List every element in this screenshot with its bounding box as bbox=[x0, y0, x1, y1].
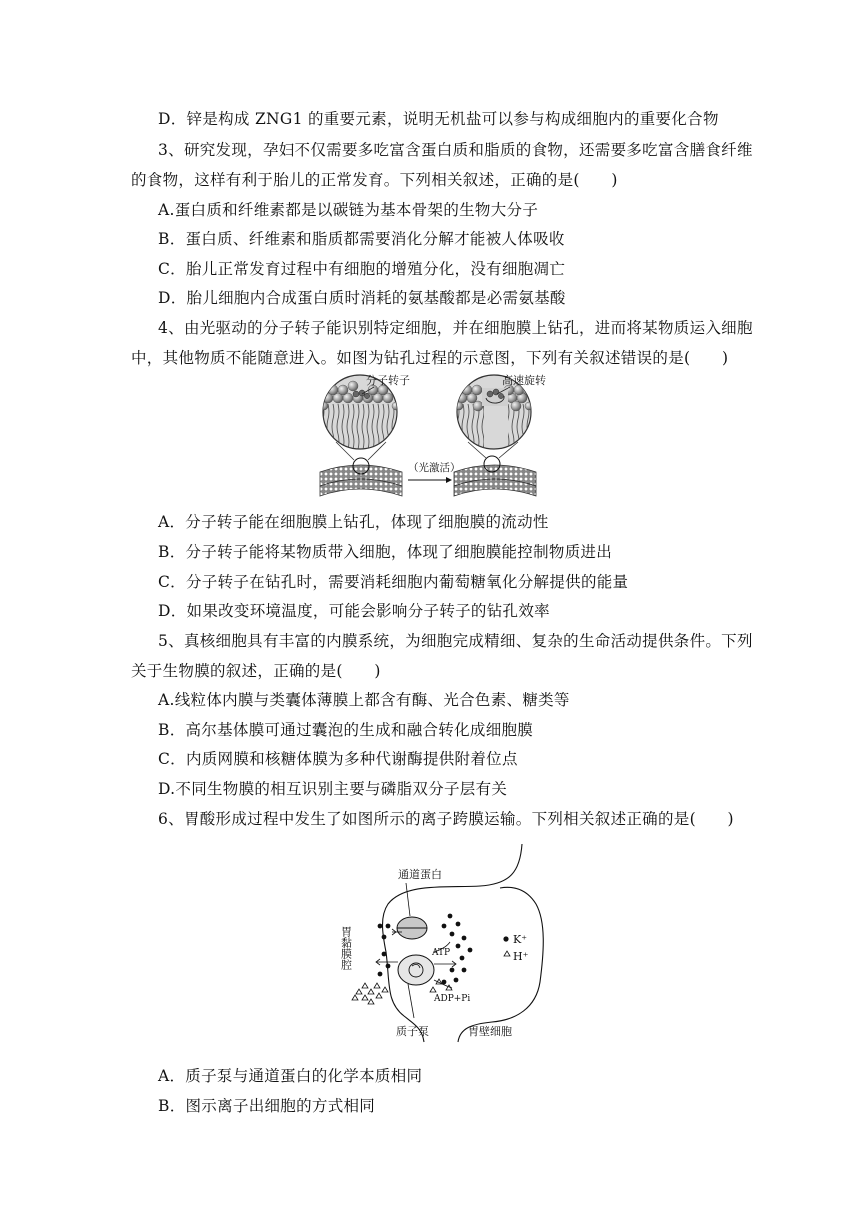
q4-option-b: B．分子转子能将某物质带入细胞，体现了细胞膜能控制物质进出 bbox=[158, 543, 613, 561]
q5-option-b: B．高尔基体膜可通过囊泡的生成和融合转化成细胞膜 bbox=[158, 721, 534, 739]
q3-option-d: D．胎儿细胞内合成蛋白质时消耗的氨基酸都是必需氨基酸 bbox=[158, 289, 566, 307]
q5-option-d: D.不同生物膜的相互识别主要与磷脂双分子层有关 bbox=[158, 780, 508, 798]
rotor-drilling-figure bbox=[316, 374, 552, 502]
q3-option-a: A.蛋白质和纤维素都是以碳链为基本骨架的生物大分子 bbox=[158, 201, 539, 219]
q4-option-c: C．分子转子在钻孔时，需要消耗细胞内葡萄糖氧化分解提供的能量 bbox=[158, 573, 629, 591]
figure-label-light-activation: （光激活） bbox=[408, 462, 461, 474]
label-channel-protein: 通道蛋白 bbox=[398, 868, 442, 881]
q4-stem-line2: 中，其他物质不能随意进入。如图为钻孔过程的示意图，下列有关叙述错误的是( ) bbox=[131, 349, 729, 367]
q5-option-c: C．内质网膜和核糖体膜为多种代谢酶提供附着位点 bbox=[158, 750, 518, 768]
figure-label-molecular-rotor: 分子转子 bbox=[366, 374, 410, 387]
figure-label-high-speed-rotation: 高速旋转 bbox=[502, 374, 546, 387]
label-gastric-lumen: 胃黏膜腔 bbox=[340, 926, 353, 970]
label-k-plus: K⁺ bbox=[513, 933, 528, 946]
q4-option-a: A．分子转子能在细胞膜上钻孔，体现了细胞膜的流动性 bbox=[158, 513, 549, 531]
left-membrane-strip bbox=[320, 442, 402, 496]
q5-stem-line2: 关于生物膜的叙述，正确的是( ) bbox=[131, 662, 381, 680]
q4-option-d: D．如果改变环境温度，可能会影响分子转子的钻孔效率 bbox=[158, 602, 550, 620]
label-parietal-cell: 胃壁细胞 bbox=[468, 1025, 512, 1038]
q3-option-b: B．蛋白质、纤维素和脂质都需要消化分解才能被人体吸收 bbox=[158, 230, 565, 248]
q2-option-d: D．锌是构成 ZNG1 的重要元素，说明无机盐可以参与构成细胞内的重要化合物 bbox=[158, 110, 719, 128]
q6-option-b: B．图示离子出细胞的方式相同 bbox=[158, 1097, 376, 1115]
label-h-plus: H⁺ bbox=[513, 950, 529, 963]
q6-option-a: A．质子泵与通道蛋白的化学本质相同 bbox=[158, 1067, 423, 1085]
channel-protein bbox=[392, 917, 427, 939]
ion-transport-figure bbox=[340, 842, 560, 1047]
label-atp: ATP bbox=[432, 948, 451, 958]
label-adp-pi: ADP+Pi bbox=[434, 994, 471, 1004]
q3-stem-line1: 3、研究发现，孕妇不仅需要多吃富含蛋白质和脂质的食物，还需要多吃富含膳食纤维 bbox=[158, 141, 753, 159]
label-proton-pump: 质子泵 bbox=[396, 1025, 429, 1038]
q3-option-c: C．胎儿正常发育过程中有细胞的增殖分化，没有细胞凋亡 bbox=[158, 260, 566, 278]
q5-option-a: A.线粒体内膜与类囊体薄膜上都含有酶、光合色素、糖类等 bbox=[158, 691, 570, 709]
q5-stem-line1: 5、真核细胞具有丰富的内膜系统，为细胞完成精细、复杂的生命活动提供条件。下列 bbox=[158, 632, 753, 650]
q4-stem-line1: 4、由光驱动的分子转子能识别特定细胞，并在细胞膜上钻孔，进而将某物质运入细胞 bbox=[158, 319, 753, 337]
q6-stem: 6、胃酸形成过程中发生了如图所示的离子跨膜运输。下列相关叙述正确的是( ) bbox=[158, 810, 734, 828]
right-membrane-strip bbox=[454, 442, 536, 496]
q3-stem-line2: 的食物，这样有利于胎儿的正常发育。下列相关叙述，正确的是( ) bbox=[131, 171, 618, 189]
